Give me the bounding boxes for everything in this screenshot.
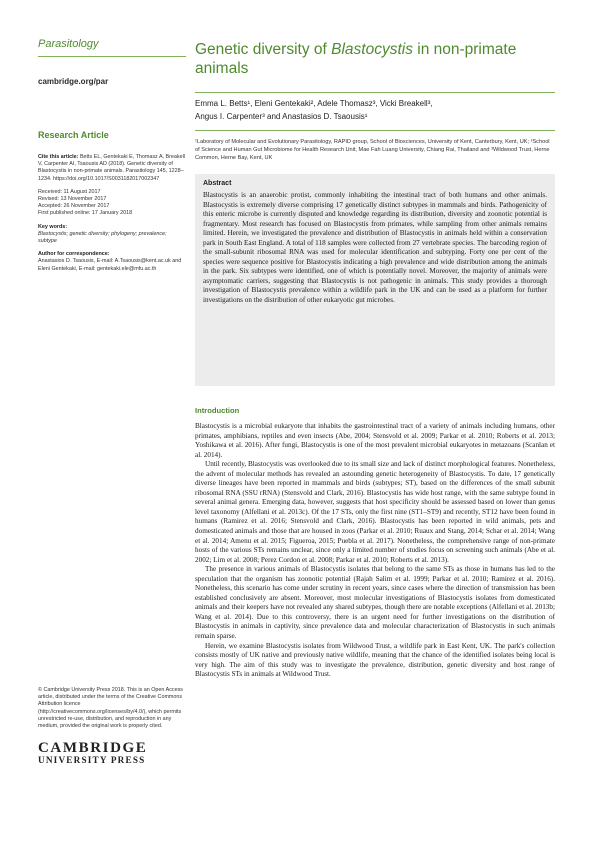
date-accepted: Accepted: 26 November 2017: [38, 203, 110, 210]
author-list: Emma L. Betts¹, Eleni Gentekaki², Adele Thomasz³, Vicki Breakell³, Angus I. Carpenter³ and Anastasios D. Tsaousis¹: [195, 99, 433, 121]
publisher-logo: [38, 740, 186, 765]
journal-name: Parasitology: [38, 38, 99, 50]
affiliations: ¹Laboratory of Molecular and Evolutionary Parasitology, RAPID group, School of Biosciences, University of Kent, Canterbury, Kent, UK; ²School of Science and Human Gut Microbiome for Health Research Unit, Mae Fah Luang University, Chiang Rai, Thailand and ³Wildwood Trust, Herne Common, Herne Bay, Kent, UK: [195, 139, 550, 162]
date-received: Received: 11 August 2017: [38, 188, 101, 195]
date-published: First published online: 17 January 2018: [38, 210, 133, 217]
correspondence-label: Author for correspondence:: [38, 251, 110, 258]
article-title: Genetic diversity of Blastocystis in non-primate animals: [195, 41, 517, 77]
intro-paragraph: Herein, we examine Blastocystis isolates from Wildwood Trust, a wildlife park in East Kent, UK. The park's collection consists mostly of UK native and previously native wildlife, meaning that the chance of the identified isolates being local is very high. The aim of this study was to investigate the prevalence, distribution, genetic diversity and host range of Blastocystis STs in animals at Wildwood Trust.: [195, 641, 555, 679]
logo-line-1: CAMBRIDGE: [38, 740, 148, 756]
license-notice: © Cambridge University Press 2018. This is an Open Access article, distributed under the terms of the Creative Commons Attribution licence (http://creativecommons.org/licenses/by/4.0/), which permits unrestricted re-use, distribution, and reproduction in any medium, provided the original work is properly cited.: [38, 687, 183, 730]
logo-line-2: UNIVERSITY PRESS: [38, 755, 146, 765]
title-rule: [195, 92, 555, 93]
intro-paragraph: The presence in various animals of Blastocystis isolates that belong to the same STs as those in humans has led to the speculation that the organism has zoonotic potential (Rajah Salim et al. 1999; Parkar et al. 2010; Ramirez et al. 2016). Nonetheless, this scenario has come under scrutiny in recent years, since cases where the direction of transmission has been established conclusively are absent. Moreover, most molecular investigations of Blastocystis isolates from domesticated animals and their keepers have not revealed any shared subtypes, though there are notable exceptions (Alfellani et al. 2013b; Wang et al. 2014). Due to this controversy, there is an urgent need for further investigations on the distribution of Blastocystis in animals in captivity, since prevalence data and molecular characterization of Blastocystis in such animals remain sparse.: [195, 565, 555, 641]
authors-rule: [195, 130, 555, 131]
abstract-heading: Abstract: [203, 180, 232, 187]
date-revised: Revised: 13 November 2017: [38, 196, 107, 203]
citation: Cite this article: Betts EL, Gentekaki E, Thomasz A, Breakell V, Carpenter AI, Tsaousis AD (2018). Genetic diversity of Blastocystis in non-primate animals. Parasitology 145, 1228–1234. https://doi.org/10.1017/S0031182017002347: [38, 154, 186, 182]
keywords: Blastocystis; genetic diversity; phylogeny; prevalence; subtype: [38, 230, 167, 245]
correspondence-text[interactable]: Anastasios D. Tsaousis, E-mail: A.Tsaousis@kent.ac.uk and Eleni Gentekaki, E-mail: gentekaki.ele@mfu.ac.th: [38, 258, 182, 272]
article-type: Research Article: [38, 130, 109, 140]
introduction-section: [195, 406, 555, 680]
introduction-heading: Introduction: [195, 406, 240, 415]
journal-url[interactable]: cambridge.org/par: [38, 77, 109, 86]
abstract-box: [195, 174, 555, 386]
keywords-label: Key words:: [38, 223, 68, 230]
intro-paragraph: Until recently, Blastocystis was overlooked due to its small size and lack of distinct morphological features. Nonetheless, the advent of molecular methods has revealed an astounding genetic heterogeneity of Blastocystis. To date, 17 genetically diverse lineages have been reported in mammals and birds (subtypes; ST), based on the differences of the small subunit ribosomal RNA (SSU rRNA) (Stensvold and Clark, 2016). Blastocystis has wide host range, with the same subtype found in several animal genera. Emerging data, however, suggests that host specificity should be assessed based on lower than genus level taxonomy (Alfellani et al. 2013c). Of the 17 STs, only the first nine (ST1–ST9) and recently, ST12 have been found in humans (Ramirez et al. 2016; Stensvold and Clark, 2016). Blastocystis has been reported in wild animals, pets and domesticated animals and those that are housed in zoos (Parkar et al. 2010; Ruaux and Stang, 2014; Schar et al. 2014; Wang et al. 2014; Amenu et al. 2015; Figueroa, 2015; Puebla et al. 2017). Nonetheless, the comprehensive range of non-primate hosts of the various STs remains unclear, since only a limited number of studies focus on screening such animals (Abe et al. 2002; Lim et al. 2008; Perez Cordon et al. 2008; Parkar et al. 2010; Roberts et al. 2013).: [195, 460, 555, 564]
abstract-text: Blastocystis is an anaerobic protist, commonly inhabiting the intestinal tract of both humans and other animals. Blastocystis is extremely diverse comprising 17 genetically distinct subtypes in mammals and birds. Pathogenicity of this enteric microbe is currently disputed and knowledge regarding its distribution, diversity and zoonotic potential is fragmentary. Most research has focused on Blastocystis from primates, while sampling from other animals remains limited. Herein, we investigated the prevalence and distribution of Blastocystis in animals held within a conservation park in South East England. A total of 118 samples were collected from 27 vertebrate species. The barcoding region of the small-subunit ribosomal RNA was used for molecular identification and subtyping. Forty one per cent of the species were sequence positive for Blastocystis indicating a high prevalence and wide distribution among the animals in the park. Six subtypes were identified, one of which is potentially novel. Moreover, the majority of animals were asymptomatic carriers, suggesting that Blastocystis is not pathogenic in animals. This study provides a thorough investigation of Blastocystis prevalence within a wildlife park in the UK and can be used as a platform for further investigations on the distribution of other eukaryotic gut microbes.: [203, 191, 547, 305]
journal-rule: [38, 56, 186, 57]
left-sidebar: [38, 38, 186, 273]
intro-paragraph: Blastocystis is a microbial eukaryote that inhabits the gastrointestinal tract of a variety of animals including humans, other primates, amphibians, reptiles and even insects (Abe, 2004; Stensvold et al. 2009; Parkar et al. 2010; Roberts et al. 2013; Yoshikawa et al. 2016). After fungi, Blastocystis is one of the most prevalent microbial eukaryotes in metazoans (Scanlan et al. 2014).: [195, 422, 555, 459]
